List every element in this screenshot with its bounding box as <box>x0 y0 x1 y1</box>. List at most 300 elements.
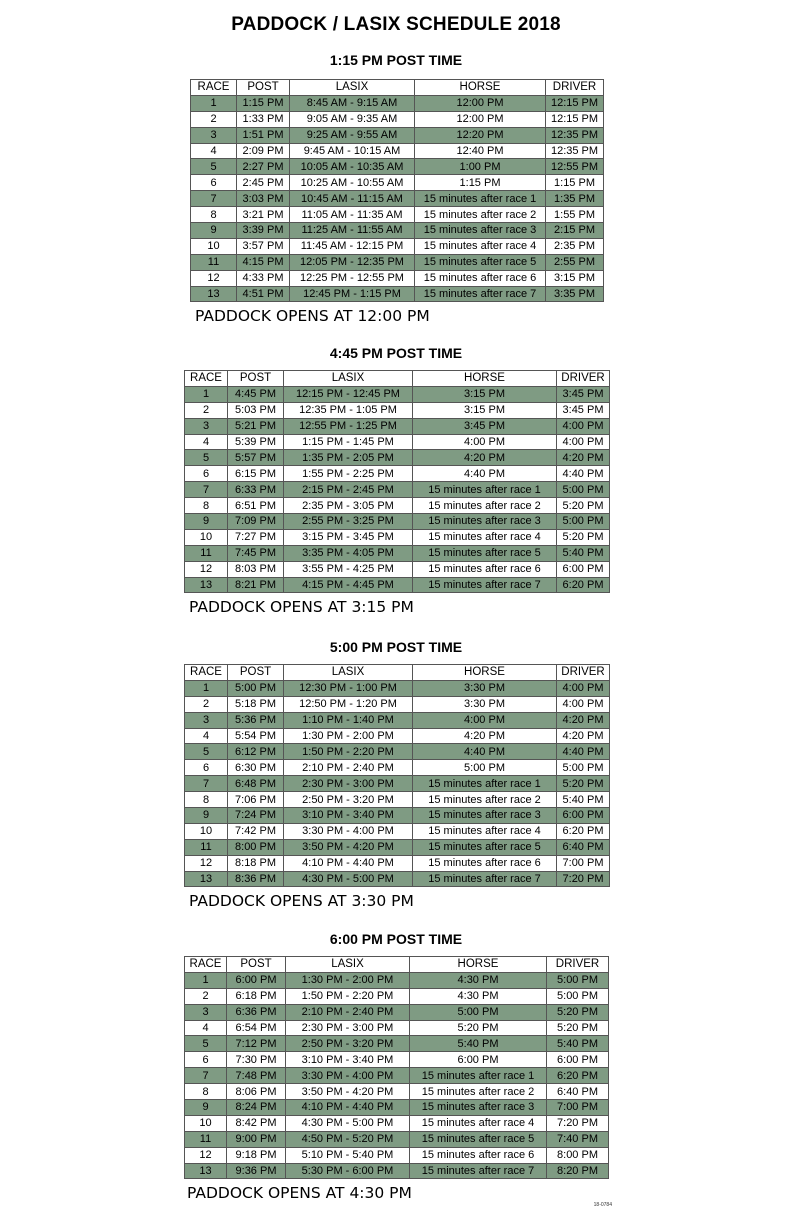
table-row <box>191 223 604 239</box>
cell-driver: 4:40 PM <box>557 466 610 482</box>
cell-driver: 5:40 PM <box>557 792 610 808</box>
cell-post: 1:51 PM <box>237 127 290 143</box>
cell-horse: 15 minutes after race 3 <box>413 514 557 530</box>
cell-race: 8 <box>191 207 237 223</box>
cell-lasix: 12:15 PM - 12:45 PM <box>284 386 413 402</box>
cell-driver: 3:45 PM <box>557 386 610 402</box>
cell-driver: 2:15 PM <box>546 223 604 239</box>
table-row <box>191 238 604 254</box>
cell-post: 6:48 PM <box>228 776 284 792</box>
cell-post: 5:03 PM <box>228 402 284 418</box>
cell-driver: 5:20 PM <box>557 529 610 545</box>
cell-lasix: 9:45 AM - 10:15 AM <box>290 143 415 159</box>
cell-post: 4:45 PM <box>228 386 284 402</box>
column-header-horse: HORSE <box>413 371 557 387</box>
table-row <box>185 529 610 545</box>
cell-lasix: 2:35 PM - 3:05 PM <box>284 498 413 514</box>
cell-driver: 5:20 PM <box>547 1020 609 1036</box>
document-code: 18-0784 <box>593 1202 612 1208</box>
table-header-row <box>185 665 610 681</box>
cell-horse: 15 minutes after race 4 <box>410 1115 547 1131</box>
cell-race: 3 <box>185 418 228 434</box>
cell-lasix: 3:30 PM - 4:00 PM <box>284 823 413 839</box>
table-row <box>191 191 604 207</box>
cell-race: 2 <box>185 402 228 418</box>
cell-driver: 1:15 PM <box>546 175 604 191</box>
table-row <box>191 95 604 111</box>
cell-lasix: 3:10 PM - 3:40 PM <box>286 1052 410 1068</box>
table-row <box>191 143 604 159</box>
column-header-post: POST <box>228 665 284 681</box>
table-row <box>191 111 604 127</box>
cell-post: 1:15 PM <box>237 95 290 111</box>
column-header-driver: DRIVER <box>557 665 610 681</box>
table-header-row <box>185 957 609 973</box>
cell-race: 8 <box>185 792 228 808</box>
table-row <box>185 1036 609 1052</box>
table-row <box>185 1020 609 1036</box>
cell-driver: 4:20 PM <box>557 712 610 728</box>
column-header-lasix: LASIX <box>284 665 413 681</box>
cell-race: 10 <box>185 529 228 545</box>
cell-race: 12 <box>191 270 237 286</box>
cell-lasix: 1:30 PM - 2:00 PM <box>284 728 413 744</box>
cell-post: 8:18 PM <box>228 855 284 871</box>
cell-horse: 15 minutes after race 6 <box>413 561 557 577</box>
cell-horse: 15 minutes after race 1 <box>413 776 557 792</box>
cell-lasix: 4:30 PM - 5:00 PM <box>286 1115 410 1131</box>
cell-post: 1:33 PM <box>237 111 290 127</box>
cell-race: 10 <box>185 823 228 839</box>
cell-lasix: 10:25 AM - 10:55 AM <box>290 175 415 191</box>
table-row <box>185 792 610 808</box>
cell-post: 5:57 PM <box>228 450 284 466</box>
cell-race: 11 <box>185 545 228 561</box>
cell-post: 2:45 PM <box>237 175 290 191</box>
cell-driver: 12:35 PM <box>546 143 604 159</box>
table-row <box>185 498 610 514</box>
column-header-post: POST <box>237 80 290 96</box>
cell-horse: 15 minutes after race 2 <box>410 1084 547 1100</box>
table-row <box>185 1100 609 1116</box>
cell-race: 1 <box>185 972 227 988</box>
cell-driver: 7:20 PM <box>557 871 610 887</box>
cell-lasix: 4:10 PM - 4:40 PM <box>284 855 413 871</box>
column-header-race: RACE <box>185 665 228 681</box>
cell-lasix: 3:50 PM - 4:20 PM <box>284 839 413 855</box>
cell-post: 5:39 PM <box>228 434 284 450</box>
table-row <box>185 386 610 402</box>
cell-lasix: 2:50 PM - 3:20 PM <box>284 792 413 808</box>
cell-race: 1 <box>185 386 228 402</box>
cell-race: 5 <box>185 1036 227 1052</box>
cell-race: 10 <box>191 238 237 254</box>
cell-horse: 1:00 PM <box>415 159 546 175</box>
cell-lasix: 12:45 PM - 1:15 PM <box>290 286 415 302</box>
schedule-section-3 <box>0 637 792 910</box>
cell-driver: 5:40 PM <box>557 545 610 561</box>
table-row <box>185 545 610 561</box>
table-row <box>185 1147 609 1163</box>
cell-driver: 5:40 PM <box>547 1036 609 1052</box>
cell-post: 7:12 PM <box>227 1036 286 1052</box>
cell-post: 6:33 PM <box>228 482 284 498</box>
cell-horse: 12:00 PM <box>415 111 546 127</box>
cell-post: 6:15 PM <box>228 466 284 482</box>
cell-horse: 4:40 PM <box>413 744 557 760</box>
cell-post: 6:00 PM <box>227 972 286 988</box>
table-row <box>185 823 610 839</box>
cell-horse: 15 minutes after race 7 <box>413 577 557 593</box>
cell-race: 11 <box>185 1131 227 1147</box>
cell-post: 7:45 PM <box>228 545 284 561</box>
cell-post: 2:09 PM <box>237 143 290 159</box>
column-header-lasix: LASIX <box>286 957 410 973</box>
cell-driver: 6:40 PM <box>557 839 610 855</box>
table-row <box>185 871 610 887</box>
schedule-section-1 <box>0 50 792 325</box>
schedule-section-2 <box>0 343 792 616</box>
cell-horse: 15 minutes after race 2 <box>413 792 557 808</box>
cell-horse: 4:20 PM <box>413 450 557 466</box>
table-row <box>185 988 609 1004</box>
cell-post: 8:42 PM <box>227 1115 286 1131</box>
cell-horse: 15 minutes after race 7 <box>410 1163 547 1179</box>
cell-race: 11 <box>185 839 228 855</box>
cell-driver: 12:15 PM <box>546 111 604 127</box>
cell-post: 8:36 PM <box>228 871 284 887</box>
cell-race: 7 <box>185 776 228 792</box>
cell-driver: 4:20 PM <box>557 728 610 744</box>
table-row <box>185 712 610 728</box>
cell-race: 11 <box>191 254 237 270</box>
cell-lasix: 1:10 PM - 1:40 PM <box>284 712 413 728</box>
cell-driver: 3:15 PM <box>546 270 604 286</box>
table-row <box>191 159 604 175</box>
cell-horse: 4:30 PM <box>410 972 547 988</box>
cell-race: 12 <box>185 561 228 577</box>
cell-lasix: 5:10 PM - 5:40 PM <box>286 1147 410 1163</box>
table-header-row <box>185 371 610 387</box>
cell-driver: 7:00 PM <box>557 855 610 871</box>
table-row <box>185 418 610 434</box>
column-header-horse: HORSE <box>415 80 546 96</box>
cell-post: 4:51 PM <box>237 286 290 302</box>
cell-race: 13 <box>191 286 237 302</box>
cell-lasix: 12:25 PM - 12:55 PM <box>290 270 415 286</box>
paddock-opens-note: PADDOCK OPENS AT 3:15 PM <box>189 598 414 617</box>
cell-horse: 15 minutes after race 3 <box>415 223 546 239</box>
cell-horse: 15 minutes after race 5 <box>413 839 557 855</box>
cell-race: 3 <box>185 712 228 728</box>
cell-lasix: 4:15 PM - 4:45 PM <box>284 577 413 593</box>
cell-horse: 15 minutes after race 6 <box>413 855 557 871</box>
cell-lasix: 10:05 AM - 10:35 AM <box>290 159 415 175</box>
column-header-horse: HORSE <box>413 665 557 681</box>
cell-race: 9 <box>185 808 228 824</box>
cell-horse: 15 minutes after race 4 <box>413 529 557 545</box>
cell-post: 7:06 PM <box>228 792 284 808</box>
table-row <box>191 127 604 143</box>
cell-lasix: 4:50 PM - 5:20 PM <box>286 1131 410 1147</box>
table-row <box>191 286 604 302</box>
cell-horse: 15 minutes after race 1 <box>413 482 557 498</box>
cell-horse: 5:40 PM <box>410 1036 547 1052</box>
table-row <box>185 402 610 418</box>
cell-driver: 12:35 PM <box>546 127 604 143</box>
cell-post: 6:54 PM <box>227 1020 286 1036</box>
cell-lasix: 5:30 PM - 6:00 PM <box>286 1163 410 1179</box>
cell-race: 4 <box>185 1020 227 1036</box>
cell-lasix: 3:10 PM - 3:40 PM <box>284 808 413 824</box>
cell-driver: 4:40 PM <box>557 744 610 760</box>
table-row <box>185 744 610 760</box>
table-row <box>185 561 610 577</box>
table-row <box>185 1068 609 1084</box>
cell-driver: 2:35 PM <box>546 238 604 254</box>
cell-horse: 12:00 PM <box>415 95 546 111</box>
cell-post: 8:24 PM <box>227 1100 286 1116</box>
cell-horse: 15 minutes after race 7 <box>415 286 546 302</box>
cell-post: 3:57 PM <box>237 238 290 254</box>
cell-driver: 7:00 PM <box>547 1100 609 1116</box>
paddock-opens-note: PADDOCK OPENS AT 3:30 PM <box>189 892 414 911</box>
cell-lasix: 12:30 PM - 1:00 PM <box>284 680 413 696</box>
cell-race: 1 <box>185 680 228 696</box>
cell-race: 7 <box>185 1068 227 1084</box>
cell-driver: 6:00 PM <box>557 808 610 824</box>
cell-post: 6:30 PM <box>228 760 284 776</box>
cell-post: 5:21 PM <box>228 418 284 434</box>
cell-lasix: 3:55 PM - 4:25 PM <box>284 561 413 577</box>
cell-horse: 15 minutes after race 1 <box>410 1068 547 1084</box>
cell-post: 8:06 PM <box>227 1084 286 1100</box>
schedule-table <box>190 79 604 302</box>
cell-post: 8:21 PM <box>228 577 284 593</box>
cell-driver: 6:40 PM <box>547 1084 609 1100</box>
column-header-lasix: LASIX <box>290 80 415 96</box>
cell-race: 9 <box>191 223 237 239</box>
column-header-lasix: LASIX <box>284 371 413 387</box>
cell-driver: 2:55 PM <box>546 254 604 270</box>
cell-post: 4:33 PM <box>237 270 290 286</box>
cell-race: 8 <box>185 498 228 514</box>
cell-race: 13 <box>185 1163 227 1179</box>
table-row <box>185 808 610 824</box>
cell-driver: 4:00 PM <box>557 434 610 450</box>
cell-race: 13 <box>185 871 228 887</box>
table-row <box>185 577 610 593</box>
cell-lasix: 1:50 PM - 2:20 PM <box>286 988 410 1004</box>
cell-lasix: 2:55 PM - 3:25 PM <box>284 514 413 530</box>
schedule-section-4 <box>0 929 792 1202</box>
cell-driver: 6:00 PM <box>547 1052 609 1068</box>
cell-post: 7:30 PM <box>227 1052 286 1068</box>
cell-post: 6:36 PM <box>227 1004 286 1020</box>
cell-race: 9 <box>185 514 228 530</box>
cell-driver: 4:00 PM <box>557 680 610 696</box>
table-row <box>191 254 604 270</box>
cell-driver: 5:00 PM <box>547 972 609 988</box>
cell-horse: 15 minutes after race 1 <box>415 191 546 207</box>
column-header-race: RACE <box>185 957 227 973</box>
cell-post: 3:39 PM <box>237 223 290 239</box>
cell-driver: 5:00 PM <box>557 514 610 530</box>
cell-post: 7:09 PM <box>228 514 284 530</box>
schedule-table <box>184 664 610 887</box>
table-row <box>185 1131 609 1147</box>
cell-lasix: 1:30 PM - 2:00 PM <box>286 972 410 988</box>
cell-post: 7:42 PM <box>228 823 284 839</box>
cell-driver: 6:20 PM <box>547 1068 609 1084</box>
column-header-race: RACE <box>185 371 228 387</box>
cell-horse: 3:30 PM <box>413 696 557 712</box>
column-header-driver: DRIVER <box>557 371 610 387</box>
paddock-opens-note: PADDOCK OPENS AT 12:00 PM <box>195 307 430 326</box>
table-row <box>191 207 604 223</box>
cell-lasix: 2:30 PM - 3:00 PM <box>284 776 413 792</box>
cell-lasix: 3:35 PM - 4:05 PM <box>284 545 413 561</box>
cell-lasix: 2:10 PM - 2:40 PM <box>286 1004 410 1020</box>
cell-horse: 15 minutes after race 6 <box>410 1147 547 1163</box>
cell-lasix: 11:45 AM - 12:15 PM <box>290 238 415 254</box>
cell-driver: 5:00 PM <box>557 482 610 498</box>
cell-race: 5 <box>185 744 228 760</box>
cell-race: 9 <box>185 1100 227 1116</box>
cell-race: 4 <box>185 728 228 744</box>
cell-race: 1 <box>191 95 237 111</box>
cell-lasix: 4:10 PM - 4:40 PM <box>286 1100 410 1116</box>
cell-lasix: 1:55 PM - 2:25 PM <box>284 466 413 482</box>
cell-race: 6 <box>185 466 228 482</box>
cell-driver: 6:20 PM <box>557 823 610 839</box>
cell-lasix: 2:10 PM - 2:40 PM <box>284 760 413 776</box>
cell-post: 7:27 PM <box>228 529 284 545</box>
cell-post: 6:12 PM <box>228 744 284 760</box>
cell-race: 5 <box>191 159 237 175</box>
cell-race: 7 <box>185 482 228 498</box>
cell-driver: 7:40 PM <box>547 1131 609 1147</box>
cell-horse: 4:00 PM <box>413 434 557 450</box>
cell-horse: 15 minutes after race 2 <box>415 207 546 223</box>
table-row <box>185 760 610 776</box>
cell-post: 8:00 PM <box>228 839 284 855</box>
cell-horse: 15 minutes after race 4 <box>413 823 557 839</box>
cell-lasix: 1:50 PM - 2:20 PM <box>284 744 413 760</box>
section-title: 5:00 PM POST TIME <box>329 639 463 655</box>
cell-horse: 3:15 PM <box>413 386 557 402</box>
cell-driver: 5:20 PM <box>557 498 610 514</box>
cell-driver: 5:00 PM <box>557 760 610 776</box>
cell-horse: 15 minutes after race 4 <box>415 238 546 254</box>
column-header-post: POST <box>228 371 284 387</box>
cell-race: 2 <box>191 111 237 127</box>
cell-driver: 3:35 PM <box>546 286 604 302</box>
column-header-driver: DRIVER <box>546 80 604 96</box>
cell-driver: 5:00 PM <box>547 988 609 1004</box>
cell-lasix: 11:05 AM - 11:35 AM <box>290 207 415 223</box>
cell-post: 3:03 PM <box>237 191 290 207</box>
cell-driver: 12:55 PM <box>546 159 604 175</box>
cell-lasix: 2:15 PM - 2:45 PM <box>284 482 413 498</box>
cell-race: 5 <box>185 450 228 466</box>
cell-lasix: 3:30 PM - 4:00 PM <box>286 1068 410 1084</box>
cell-driver: 12:15 PM <box>546 95 604 111</box>
table-row <box>191 270 604 286</box>
cell-race: 2 <box>185 988 227 1004</box>
column-header-driver: DRIVER <box>547 957 609 973</box>
cell-post: 9:00 PM <box>227 1131 286 1147</box>
cell-driver: 7:20 PM <box>547 1115 609 1131</box>
cell-driver: 1:35 PM <box>546 191 604 207</box>
cell-race: 3 <box>191 127 237 143</box>
section-title: 6:00 PM POST TIME <box>329 931 463 947</box>
cell-horse: 3:30 PM <box>413 680 557 696</box>
cell-horse: 15 minutes after race 5 <box>415 254 546 270</box>
cell-post: 2:27 PM <box>237 159 290 175</box>
cell-post: 8:03 PM <box>228 561 284 577</box>
cell-horse: 15 minutes after race 3 <box>410 1100 547 1116</box>
table-row <box>185 434 610 450</box>
table-row <box>185 1084 609 1100</box>
cell-race: 3 <box>185 1004 227 1020</box>
cell-lasix: 12:35 PM - 1:05 PM <box>284 402 413 418</box>
cell-horse: 1:15 PM <box>415 175 546 191</box>
cell-horse: 4:40 PM <box>413 466 557 482</box>
table-row <box>185 972 609 988</box>
cell-horse: 12:40 PM <box>415 143 546 159</box>
cell-race: 2 <box>185 696 228 712</box>
table-row <box>185 680 610 696</box>
cell-driver: 8:00 PM <box>547 1147 609 1163</box>
cell-driver: 4:00 PM <box>557 418 610 434</box>
cell-driver: 6:20 PM <box>557 577 610 593</box>
cell-post: 7:48 PM <box>227 1068 286 1084</box>
cell-driver: 5:20 PM <box>557 776 610 792</box>
table-row <box>185 1052 609 1068</box>
table-row <box>185 776 610 792</box>
cell-driver: 1:55 PM <box>546 207 604 223</box>
cell-post: 5:00 PM <box>228 680 284 696</box>
column-header-horse: HORSE <box>410 957 547 973</box>
table-row <box>185 482 610 498</box>
table-header-row <box>191 80 604 96</box>
cell-post: 6:51 PM <box>228 498 284 514</box>
cell-post: 7:24 PM <box>228 808 284 824</box>
table-row <box>185 1163 609 1179</box>
table-row <box>185 839 610 855</box>
cell-lasix: 12:55 PM - 1:25 PM <box>284 418 413 434</box>
table-row <box>185 466 610 482</box>
paddock-opens-note: PADDOCK OPENS AT 4:30 PM <box>187 1184 412 1203</box>
cell-horse: 12:20 PM <box>415 127 546 143</box>
cell-horse: 4:00 PM <box>413 712 557 728</box>
schedule-table <box>184 370 610 593</box>
cell-post: 4:15 PM <box>237 254 290 270</box>
cell-driver: 8:20 PM <box>547 1163 609 1179</box>
cell-lasix: 4:30 PM - 5:00 PM <box>284 871 413 887</box>
cell-race: 12 <box>185 855 228 871</box>
cell-lasix: 9:05 AM - 9:35 AM <box>290 111 415 127</box>
column-header-race: RACE <box>191 80 237 96</box>
table-row <box>185 1115 609 1131</box>
cell-horse: 5:20 PM <box>410 1020 547 1036</box>
table-row <box>185 728 610 744</box>
cell-driver: 4:20 PM <box>557 450 610 466</box>
cell-lasix: 10:45 AM - 11:15 AM <box>290 191 415 207</box>
cell-post: 9:18 PM <box>227 1147 286 1163</box>
table-row <box>185 696 610 712</box>
